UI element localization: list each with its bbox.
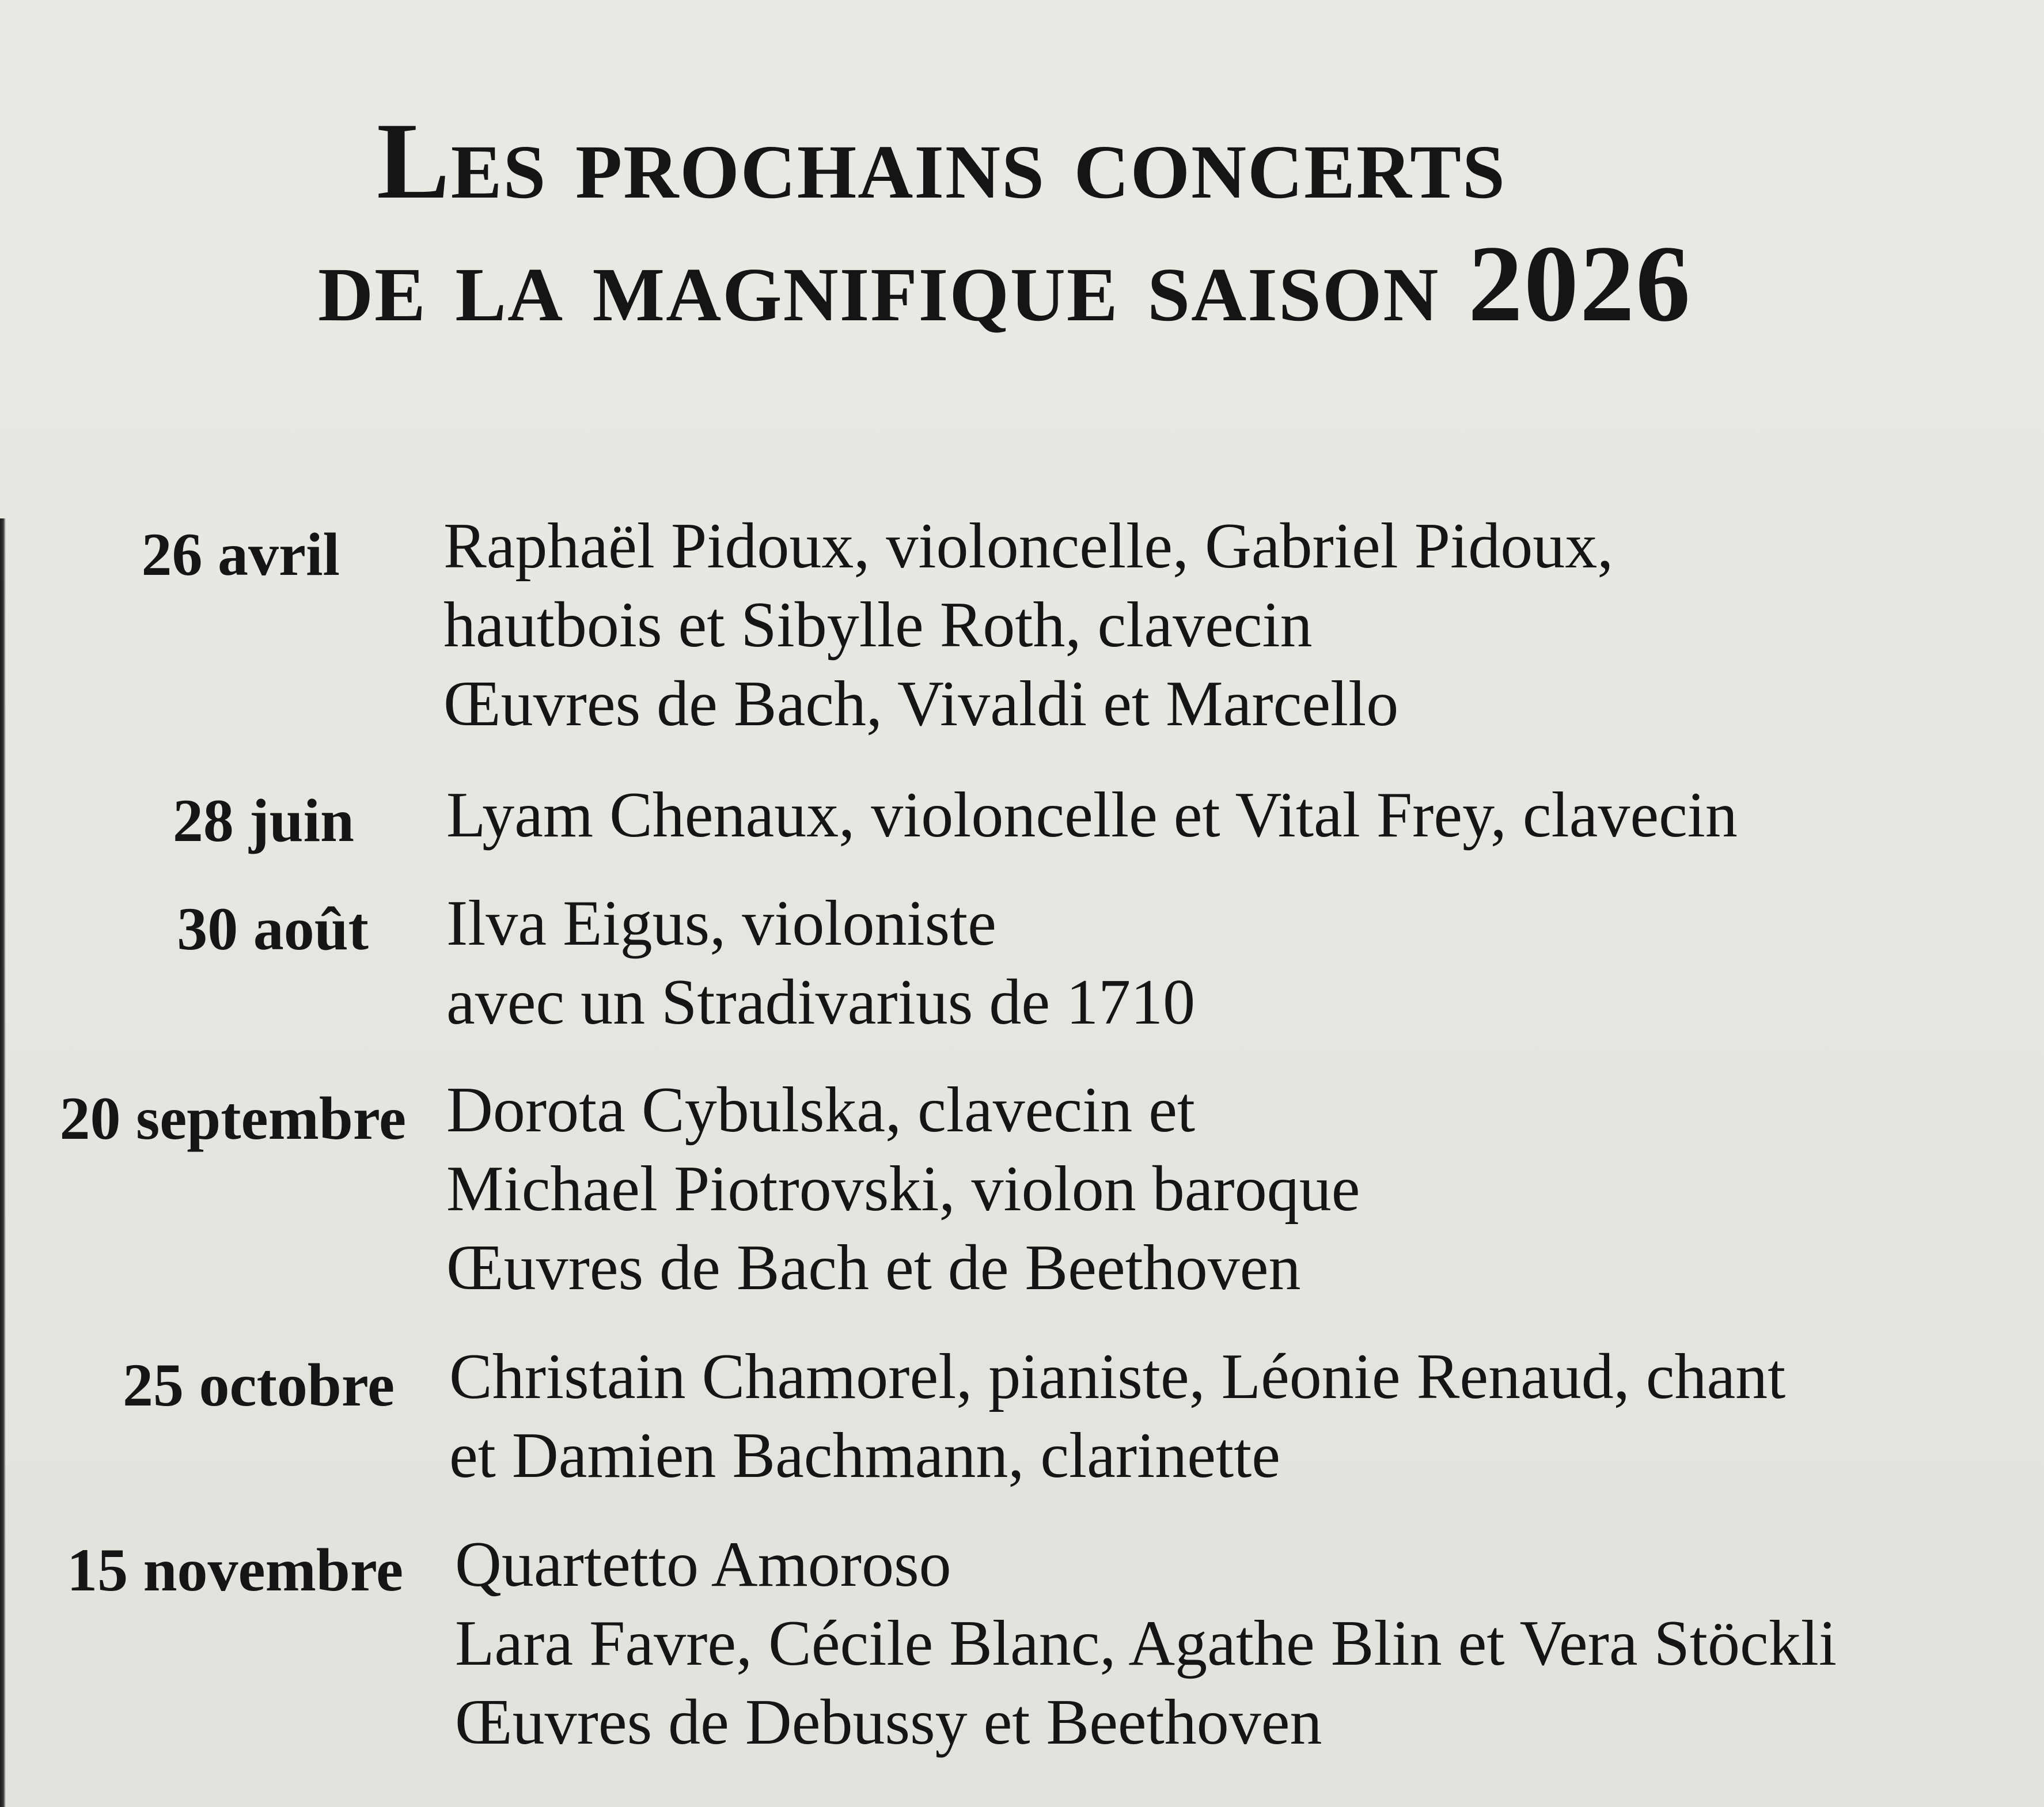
concert-detail-line: Raphaël Pidoux, violoncelle, Gabriel Pidoux, <box>443 510 1614 582</box>
concert-detail-line: et Damien Bachmann, clarinette <box>449 1420 1280 1491</box>
page-title-line-1: Les prochains concerts <box>377 101 1506 222</box>
concert-detail-line: Dorota Cybulska, clavecin et <box>446 1074 1196 1146</box>
concert-date: 30 août <box>177 895 369 963</box>
concert-detail-line: Lara Favre, Cécile Blanc, Agathe Blin et Vera Stöckli <box>455 1608 1837 1679</box>
concert-detail-line: Œuvres de Bach, Vivaldi et Marcello <box>443 668 1399 740</box>
page-title-line-2: de la magnifique saison 2026 <box>318 223 1692 344</box>
concert-date: 26 avril <box>141 521 340 588</box>
concert-detail-line: Œuvres de Bach et de Beethoven <box>446 1232 1301 1304</box>
concert-date: 20 septembre <box>59 1085 406 1152</box>
concert-detail-line: Christain Chamorel, pianiste, Léonie Renaud, chant <box>449 1341 1786 1412</box>
concert-date: 15 novembre <box>67 1536 403 1604</box>
concert-detail-line: Michael Piotrovski, violon baroque <box>446 1153 1360 1225</box>
concert-detail-line: Lyam Chenaux, violoncelle et Vital Frey, clavecin <box>446 779 1738 851</box>
concert-detail-line: Ilva Eigus, violoniste <box>446 888 997 959</box>
concert-date: 28 juin <box>172 787 354 854</box>
concert-detail-line: Quartetto Amoroso <box>455 1529 951 1600</box>
concert-detail-line: Œuvres de Debussy et Beethoven <box>455 1687 1322 1758</box>
page-left-edge-shadow <box>0 518 6 1807</box>
concert-detail-line: hautbois et Sibylle Roth, clavecin <box>443 589 1313 661</box>
concert-date: 25 octobre <box>123 1351 395 1419</box>
concert-detail-line: avec un Stradivarius de 1710 <box>446 967 1196 1038</box>
